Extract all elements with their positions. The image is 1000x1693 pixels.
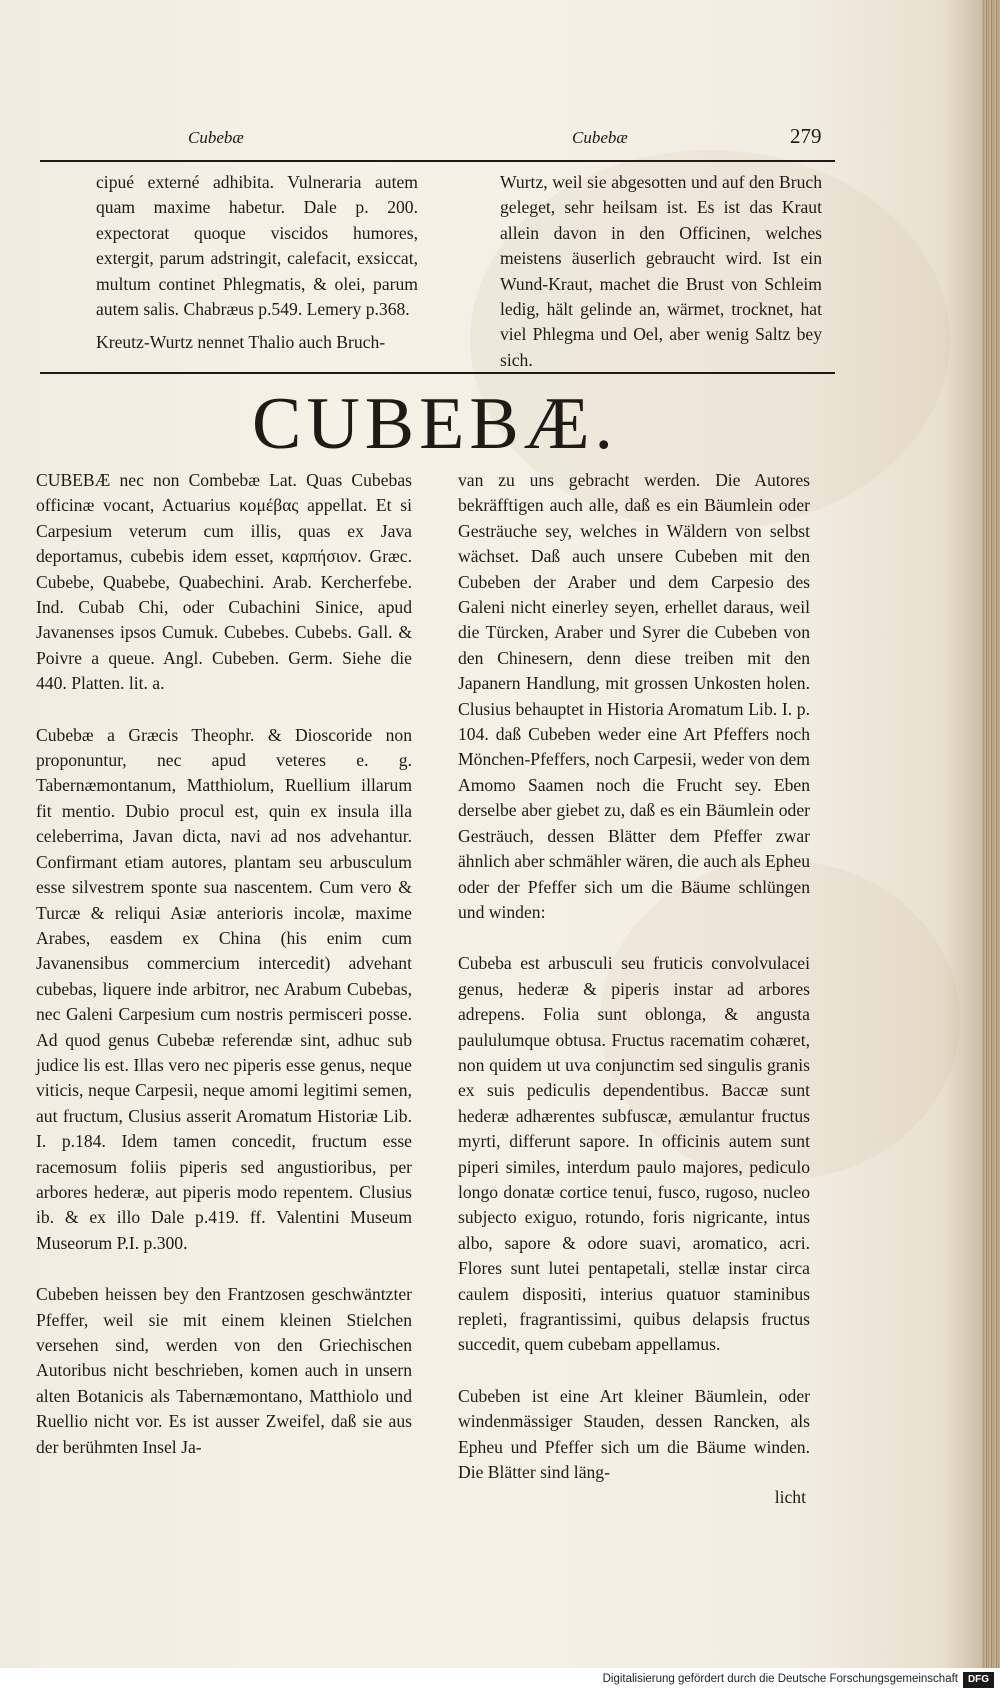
page-number: 279 <box>790 124 822 148</box>
header-rule <box>40 160 835 162</box>
paragraph: Cubeben ist eine Art kleiner Bäumlein, oder windenmässiger Stauden, dessen Rancken, als Epheu und Pfeffer sich um die Bäume winden. Die Blätter sind läng- <box>458 1385 810 1483</box>
book-page-edges <box>982 0 1000 1668</box>
top-left-column <box>96 170 418 356</box>
footer-credit: Digitalisierung gefördert durch die Deutsche Forschungsgemeinschaft <box>602 1673 958 1685</box>
dfg-logo: DFG <box>963 1672 994 1688</box>
main-left-column <box>36 468 412 1460</box>
paragraph: Cubebæ a Græcis Theophr. & Dioscoride non proponuntur, nec apud veteres e. g. Tabernæmontanum, Matthiolum, Ruellium illarum fit mentio. Dubio procul est, quin ex insula illa celeberrima, Javan dicta, navi ad nos advehantur. Confirmant etiam autores, plantam seu arbusculum esse silvestrem sponte sua nascentem. Cum vero & Turcæ & reliqui Asiæ anterioris incolæ, maxime Arabes, easdem ex China (his enim cum Javanensibus commercium intercedit) advehant cubebas, liquere inde arbitror, nec Arabum Cubebas, nec Galeni Carpesium cum nostris permisceri posse. Ad quod genus Cubebæ referendæ sint, adhuc sub judice lis est. Illas vero nec piperis esse genus, neque viticis, neque Carpesii, neque amomi legitimi semen, aut fructum, Clusius asserit Aromatum Historiæ Lib. I. p.184. Idem tamen concedit, fructum esse racemosum foliis piperis sed angustioribus, per arbores hederæ, aut piperis modo repentem. Clusius ib. & ex illo Dale p.419. ff. Valentini Museum Museorum P.I. p.300. <box>36 724 412 1253</box>
paragraph: CUBEBÆ nec non Combebæ Lat. Quas Cubebas officinæ vocant, Actuarius κομέβας appellat. Et si Carpesium veterum cum illis, quas ex Java deportamus, cubebis idem esset, καρπήσιον. Græc. Cubebe, Quabebe, Quabechini. Arab. Kercherfebe. Ind. Cubab Chi, oder Cubachini Sinice, apud Javanenses ipsos Cumuk. Cubebes. Cubebs. Gall. & Poivre a queue. Angl. Cubeben. Germ. Siehe die 440. Platten. lit. a. <box>36 470 412 694</box>
paragraph: Cubeben heissen bey den Frantzosen geschwäntzter Pfeffer, weil sie mit einem kleinen Stielchen versehen sind, werden von den Griechischen Autoribus nicht beschrieben, komen auch in unsern alten Botanicis als Tabernæmontano, Matthiolo und Ruellio nicht vor. Es ist ausser Zweifel, daß sie aus der berühmten Insel Ja- <box>36 1284 412 1457</box>
running-head-left: Cubebæ <box>188 128 244 147</box>
top-right-column <box>500 170 822 373</box>
paragraph: Kreutz-Wurtz nennet Thalio auch Bruch- <box>96 332 386 353</box>
paragraph: Wurtz, weil sie abgesotten und auf den Bruch geleget, sehr heilsam ist. Es ist das Kraut allein davon in den Officinen, welches meistens äuserlich gebraucht wird. Ist ein Wund-Kraut, machet die Brust von Schleim ledig, hält gelinde an, wärmet, trocknet, hat viel Phlegma und Oel, aber wenig Saltz bey sich. <box>500 172 822 370</box>
paragraph: van zu uns gebracht werden. Die Autores bekräfftigen auch alle, daß es ein Bäumlein oder Gesträuche sey, welches in Wäldern von selbst wächset. Daß auch unsere Cubeben mit den Cubeben der Araber und dem Carpesio des Galeni nicht einerley seyen, erhellet daraus, weil die Türcken, Araber und Syrer die Cubeben von den Chinesern, denn diese treiben mit den Japanern Handlung, mit grossen Unkosten holen. Clusius behauptet in Historia Aromatum Lib. I. p. 104. daß Cubeben weder eine Art Pfeffers noch Mönchen-Pfeffers, noch Carpesii, weder von dem Amomo Saamen noch die Frucht sey. Eben derselbe aber giebet zu, daß es ein Bäumlein oder Gesträuch, dessen Blätter dem Pfeffer zwar ähnlich aber schmähler wären, die auch als Epheu oder der Pfeffer sich um die Bäume schlüngen und winden: <box>458 470 810 922</box>
paragraph: cipué externé adhibita. Vulneraria autem quam maxime habetur. Dale p. 200. expectorat quoque viscidos humores, extergit, parum adstringit, calefacit, exsiccat, multum continet Phlegmatis, & olei, parum autem salis. Chabræus p.549. Lemery p.368. <box>96 172 418 320</box>
running-head-right: Cubebæ <box>572 128 628 147</box>
section-rule <box>40 372 835 374</box>
main-right-column <box>458 468 810 1511</box>
paragraph: Cubeba est arbusculi seu fruticis convolvulacei genus, hederæ & piperis instar ad arbores adrepens. Folia sunt oblonga, & angusta paululumque obtusa. Fructus racematim cohæret, non quidem ut uva conjunctim sed singulis granis ex suis pediculis dependentibus. Baccæ sunt hederæ adhærentes subfuscæ, æmulantur fructus myrti, differunt sapore. In officinis autem sunt piperi similes, interdum paulo majores, pediculo longo donatæ cortice tenui, fusco, rugoso, nucleo subjecto exiguo, rotundo, foris nigricante, intus albo, sapore & odore suavi, aromatico, acri. Flores sunt lutei pentapetali, stellæ instar circa caulem dispositi, interius quatuor staminibus repleti, fragrantissimi, quibus delapsis fructus succedit, quem cubebam appellamus. <box>458 953 810 1355</box>
footer-bar <box>0 1668 1000 1693</box>
catchword: licht <box>774 1487 806 1508</box>
section-title: CUBEBÆ. <box>252 383 619 465</box>
